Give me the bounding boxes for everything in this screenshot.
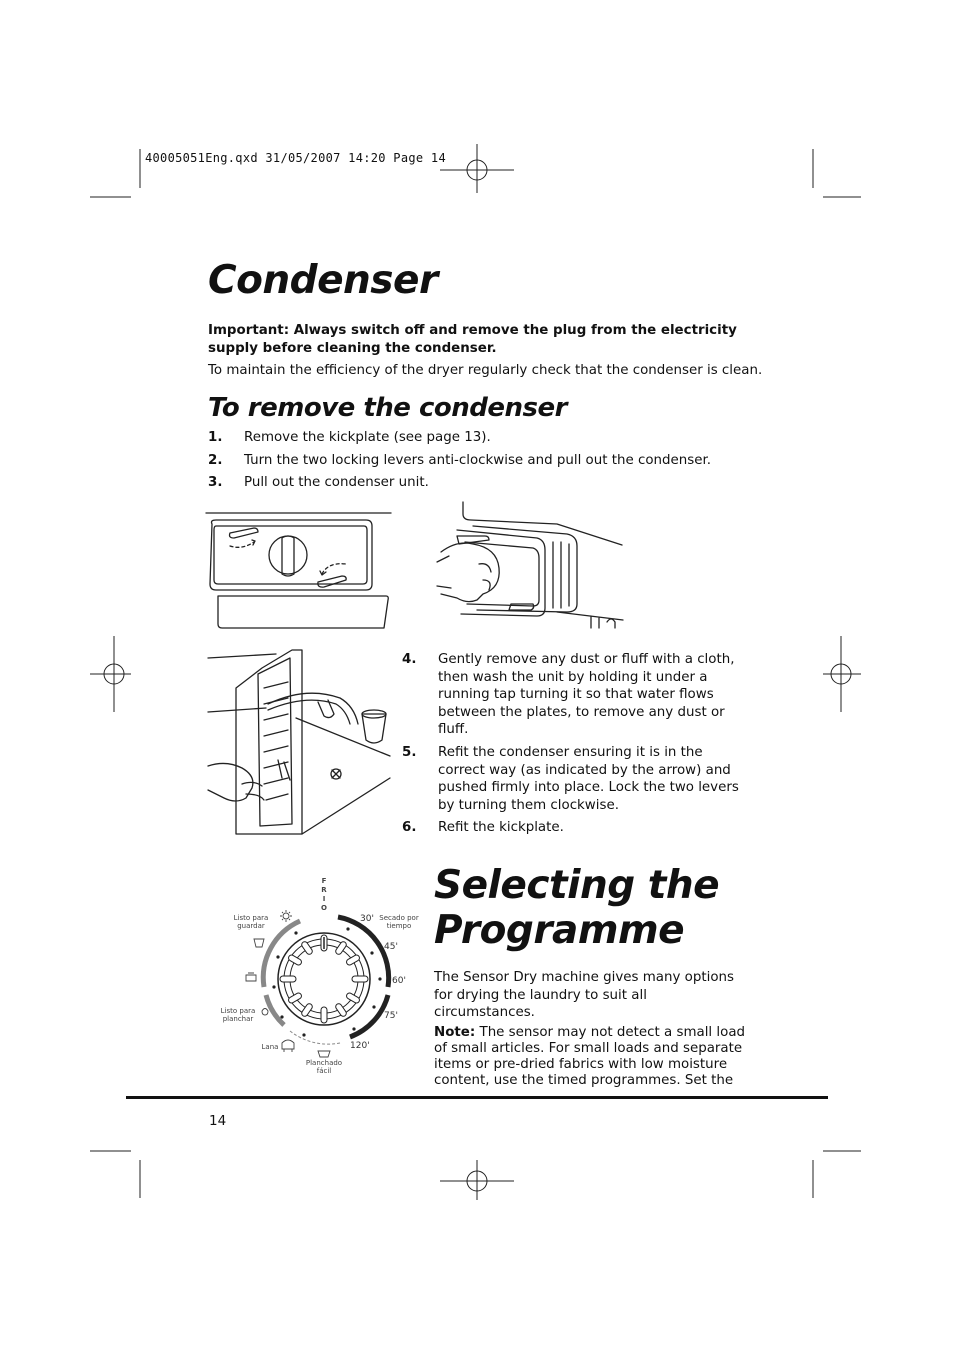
step-number: 5. [402, 745, 417, 760]
important-notice: Important: Always switch off and remove the plug from the electricity supply before cleaning the condenser. [208, 323, 737, 356]
step-text: Refit the condenser ensuring it is in the correct way (as indicated by the arrow) and pushed firmly into place. Lock the two levers by turning them clockwise. [438, 745, 739, 813]
dial-listo-guardar-line2: guardar [237, 922, 265, 930]
kickplate-levers-illustration [206, 510, 391, 635]
list-item [402, 651, 747, 741]
step-text: Turn the two locking levers anti-clockwise and pull out the condenser. [244, 453, 711, 468]
step-text: Remove the kickplate (see page 13). [244, 430, 491, 445]
dial-secado-line2: tiempo [386, 922, 412, 930]
dial-planchado-line2: fácil [316, 1067, 332, 1075]
wash-under-tap-illustration [206, 648, 396, 833]
page-number: 14 [209, 1113, 227, 1129]
condenser-intro: To maintain the efficiency of the dryer regularly check that the condenser is clean. [208, 363, 763, 378]
file-slug: 40005051Eng.qxd 31/05/2007 14:20 Page 14 [145, 151, 446, 165]
dial-frio-i: I [322, 895, 326, 903]
step-number: 6. [402, 820, 417, 835]
section-title-programme-line2: Programme [434, 908, 685, 953]
step-number: 1. [208, 430, 223, 445]
pull-condenser-illustration [437, 500, 627, 630]
programme-intro: The Sensor Dry machine gives many options for drying the laundry to suit all circumstances. [434, 970, 734, 1020]
subsection-title-remove: To remove the condenser [208, 393, 567, 423]
step-text: Gently remove any dust or fluff with a cloth, then wash the unit by holding it under a running tap turning it so that water flows between the plates, to remove any dust or fluff. [438, 652, 735, 737]
step-text: Refit the kickplate. [438, 820, 564, 835]
dial-planchado-line1: Planchado [305, 1059, 343, 1067]
dial-secado-line1: Secado por [379, 914, 419, 922]
programme-note [434, 1025, 748, 1089]
section-title-condenser: Condenser [208, 258, 438, 303]
dial-time-60: 60' [392, 976, 406, 986]
dial-time-45: 45' [384, 942, 398, 952]
dial-time-30: 30' [360, 914, 374, 924]
footer-rule [126, 1096, 828, 1099]
dial-frio-o: O [321, 904, 327, 912]
dial-frio-f: F [321, 877, 327, 885]
step-number: 4. [402, 652, 417, 667]
step-number: 2. [208, 453, 223, 468]
dial-listo-guardar-line1: Listo para [233, 914, 269, 922]
dial-listo-planchar-line2: planchar [222, 1015, 254, 1023]
note-text: The sensor may not detect a small load of small articles. For small loads and separate items or pre-dried fabrics with low moisture content, use the timed programmes. Set the [434, 1025, 746, 1088]
dial-listo-planchar-line1: Listo para [220, 1007, 256, 1015]
list-item [402, 744, 747, 816]
dial-lana: Lana [261, 1043, 279, 1051]
note-label: Note: [434, 1025, 476, 1040]
dial-frio-r: R [321, 886, 327, 894]
step-text: Pull out the condenser unit. [244, 475, 429, 490]
step-number: 3. [208, 475, 223, 490]
section-title-programme-line1: Selecting the [434, 863, 720, 908]
programme-dial-illustration [220, 875, 420, 1075]
dial-time-75: 75' [384, 1011, 398, 1021]
dial-time-120: 120' [350, 1041, 370, 1051]
